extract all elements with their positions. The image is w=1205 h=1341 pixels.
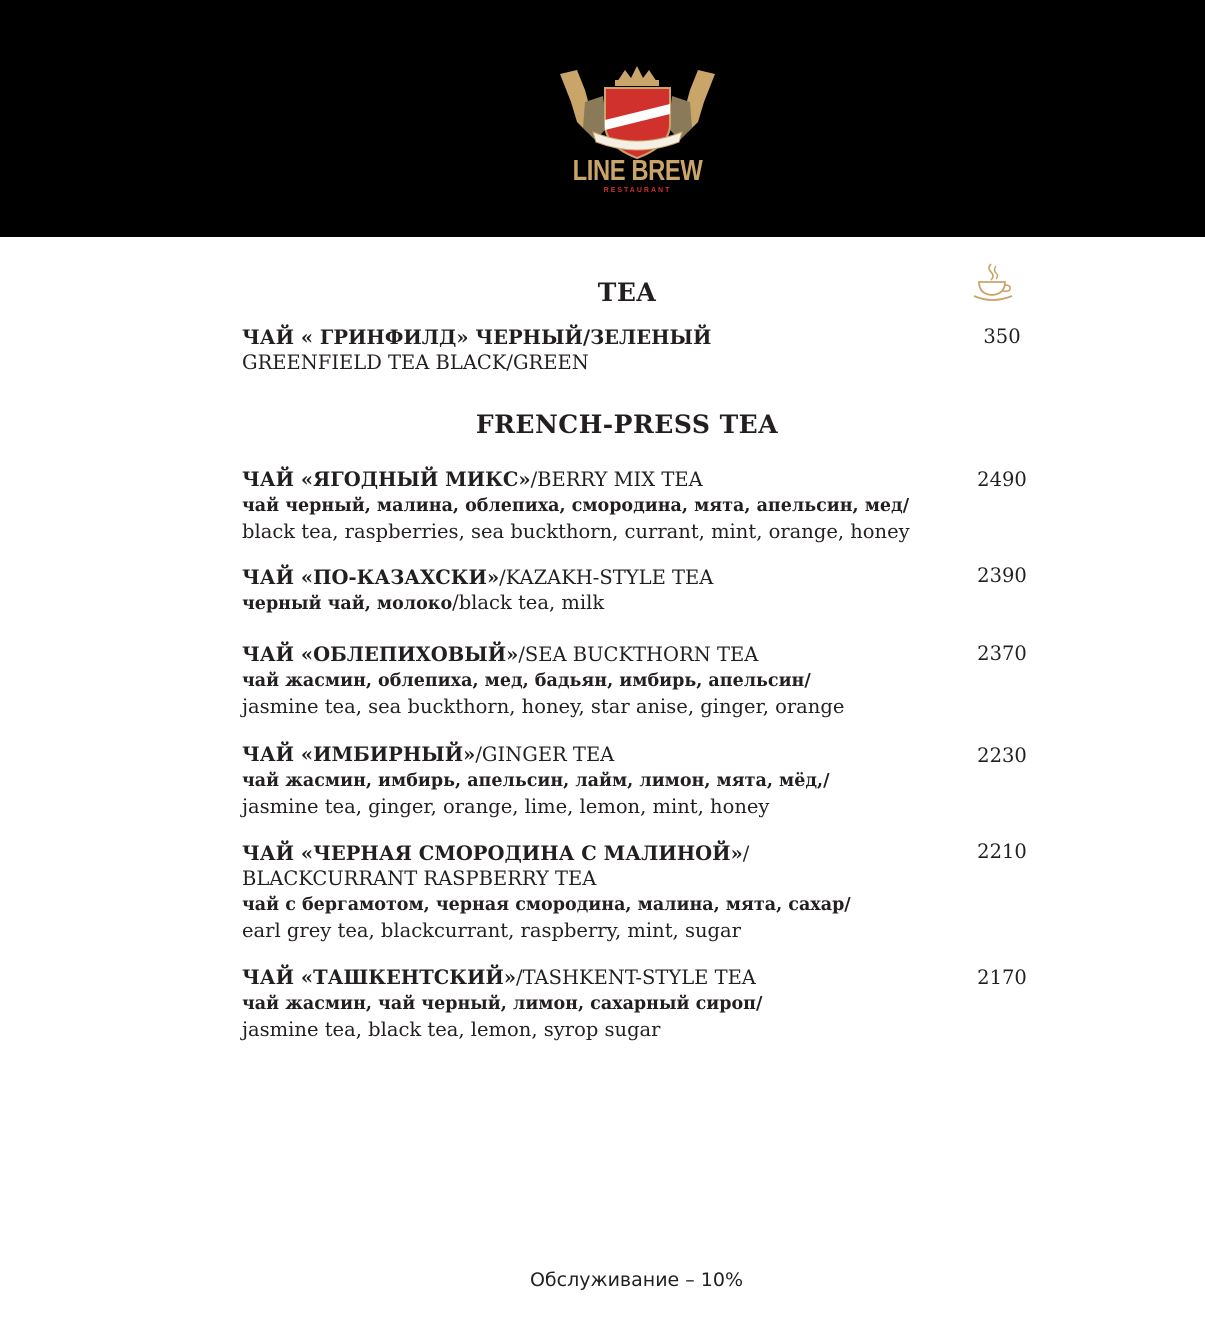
menu-item	[242, 467, 942, 544]
menu-item	[242, 325, 942, 375]
item-desc-en: /black tea, milk	[452, 591, 605, 614]
item-price: 2230	[977, 744, 1027, 767]
item-desc-en: jasmine tea, sea buckthorn, honey, star anise, ginger, orange	[242, 695, 845, 718]
item-desc-en: jasmine tea, black tea, lemon, syrop sugar	[242, 1018, 661, 1041]
section-title-french-press: FRENCH-PRESS TEA	[475, 410, 779, 439]
item-name-en: /BERRY MIX TEA	[530, 468, 703, 491]
brand-name: LINE BREW	[572, 155, 703, 187]
item-desc-ru: черный чай, молоко	[242, 594, 453, 614]
menu-item	[242, 565, 942, 617]
item-name-ru: ЧАЙ «ОБЛЕПИХОВЫЙ»	[242, 643, 519, 666]
brand-subtitle: RESTAURANT	[603, 187, 672, 194]
item-name-ru: ЧАЙ « ГРИНФИЛД» ЧЕРНЫЙ/ЗЕЛЕНЫЙ	[242, 326, 712, 349]
item-desc-ru: чай с бергамотом, черная смородина, малина, мята, сахар/	[242, 895, 851, 915]
item-name-en: /SEA BUCKTHORN TEA	[518, 643, 759, 666]
section-title-tea: TEA	[597, 278, 657, 307]
item-name-en: GREENFIELD TEA BLACK/GREEN	[242, 351, 589, 374]
item-name-en: /TASHKENT-STYLE TEA	[516, 966, 756, 989]
item-desc-ru: чай черный, малина, облепиха, смородина, мята, апельсин, мед/	[242, 496, 910, 516]
menu-item	[242, 841, 942, 943]
item-desc-en: jasmine tea, ginger, orange, lime, lemon, mint, honey	[242, 795, 770, 818]
item-price: 2490	[977, 468, 1027, 491]
item-name-en-2: BLACKCURRANT RASPBERRY TEA	[242, 867, 597, 890]
item-name-en: /KAZAKH-STYLE TEA	[499, 566, 714, 589]
item-price: 2210	[977, 840, 1027, 863]
item-name-ru: ЧАЙ «ИМБИРНЫЙ»	[242, 743, 476, 766]
item-name-ru: ЧАЙ «ПО-КАЗАХСКИ»	[242, 566, 500, 589]
item-name-ru: ЧАЙ «ТАШКЕНТСКИЙ»	[242, 966, 517, 989]
item-price: 2370	[977, 642, 1027, 665]
item-desc-ru: чай жасмин, облепиха, мед, бадьян, имбирь, апельсин/	[242, 671, 811, 691]
item-desc-ru: чай жасмин, имбирь, апельсин, лайм, лимон, мята, мёд,/	[242, 771, 830, 791]
item-name-en: /GINGER TEA	[475, 743, 615, 766]
item-name-ru: ЧАЙ «ЯГОДНЫЙ МИКС»	[242, 468, 531, 491]
item-price: 2390	[977, 564, 1027, 587]
item-desc-en: earl grey tea, blackcurrant, raspberry, mint, sugar	[242, 919, 741, 942]
item-price: 350	[983, 325, 1021, 348]
item-name-en: /	[742, 842, 750, 865]
item-price: 2170	[977, 966, 1027, 989]
menu-item	[242, 742, 942, 819]
item-desc-ru: чай жасмин, чай черный, лимон, сахарный сироп/	[242, 994, 763, 1014]
item-name-ru: ЧАЙ «ЧЕРНАЯ СМОРОДИНА С МАЛИНОЙ»	[242, 842, 743, 865]
item-desc-en: black tea, raspberries, sea buckthorn, currant, mint, orange, honey	[242, 520, 910, 543]
menu-item	[242, 642, 942, 719]
menu-item	[242, 965, 942, 1042]
service-charge-note: Обслуживание – 10%	[529, 1269, 744, 1291]
